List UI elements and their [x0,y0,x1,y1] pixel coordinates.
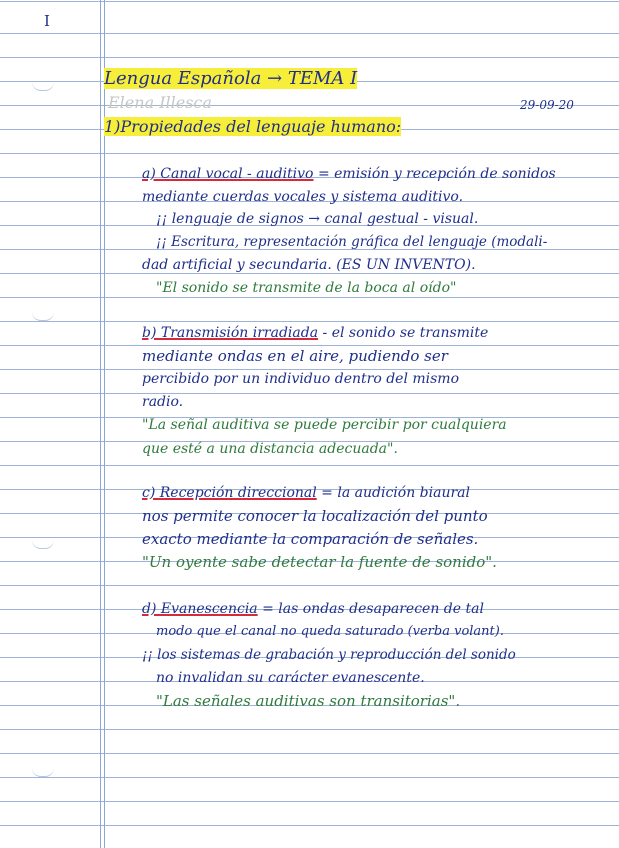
property-a-definition: = emisión y recepción de sonidos [313,166,556,182]
property-a-line-2: mediante cuerdas vocales y sistema auditivo. [142,189,464,205]
property-a-line-4: ¡¡ Escritura, representación gráfica del lenguaje (modali- [156,234,548,250]
property-c-line-1 [142,484,470,502]
binder-hole [32,768,54,777]
section-heading-text: 1)Propiedades del lenguaje humano: [104,117,402,136]
property-d-term: d) Evanescencia [142,601,258,617]
property-b-term: b) Transmisión irradiada [142,325,319,341]
property-d-line-1 [142,600,484,618]
date: 29-09-20 [520,98,574,112]
property-b-line-4: radio. [142,394,184,410]
property-a-term: a) Canal vocal - auditivo [142,166,314,182]
margin-line-left [100,0,101,848]
property-b-quote-2: que esté a una distancia adecuada". [142,441,398,457]
corner-mark: I [44,12,50,30]
section-heading [104,117,401,137]
property-a-line-5: dad artificial y secundaria. (ES UN INVENTO). [142,257,476,273]
property-c-term: c) Recepción direccional [142,485,317,501]
property-a-line-1 [142,165,556,183]
property-b-line-2: mediante ondas en el aire, pudiendo ser [142,347,448,365]
binder-hole [32,540,54,549]
property-d-definition: = las ondas desaparecen de tal [257,601,484,617]
property-d-quote: "Las señales auditivas son transitorias". [156,692,461,710]
property-d-line-3: ¡¡ los sistemas de grabación y reproducción del sonido [142,647,516,663]
property-d-line-2: modo que el canal no queda saturado (verba volant). [156,624,504,639]
binder-hole [32,312,54,321]
property-b-line-1 [142,324,488,342]
property-d-line-4: no invalidan su carácter evanescente. [156,670,425,686]
property-c-line-3: exacto mediante la comparación de señales. [142,530,479,548]
property-c-definition: = la audición biaural [316,485,470,501]
property-b-quote-1: "La señal auditiva se puede percibir por cualquiera [142,417,507,433]
page-title [104,68,357,90]
property-b-line-3: percibido por un individuo dentro del mismo [142,371,460,387]
property-c-quote: "Un oyente sabe detectar la fuente de sonido". [142,553,497,571]
binder-hole [32,82,54,91]
property-a-line-3: ¡¡ lenguaje de signos → canal gestual - visual. [156,211,479,227]
property-b-definition: - el sonido se transmite [318,325,489,341]
page-title-text: Lengua Española → TEMA I [104,68,358,89]
property-a-quote: "El sonido se transmite de la boca al oído" [156,280,457,296]
author-name: Elena Illesca [108,93,212,112]
property-c-line-2: nos permite conocer la localización del punto [142,507,488,525]
